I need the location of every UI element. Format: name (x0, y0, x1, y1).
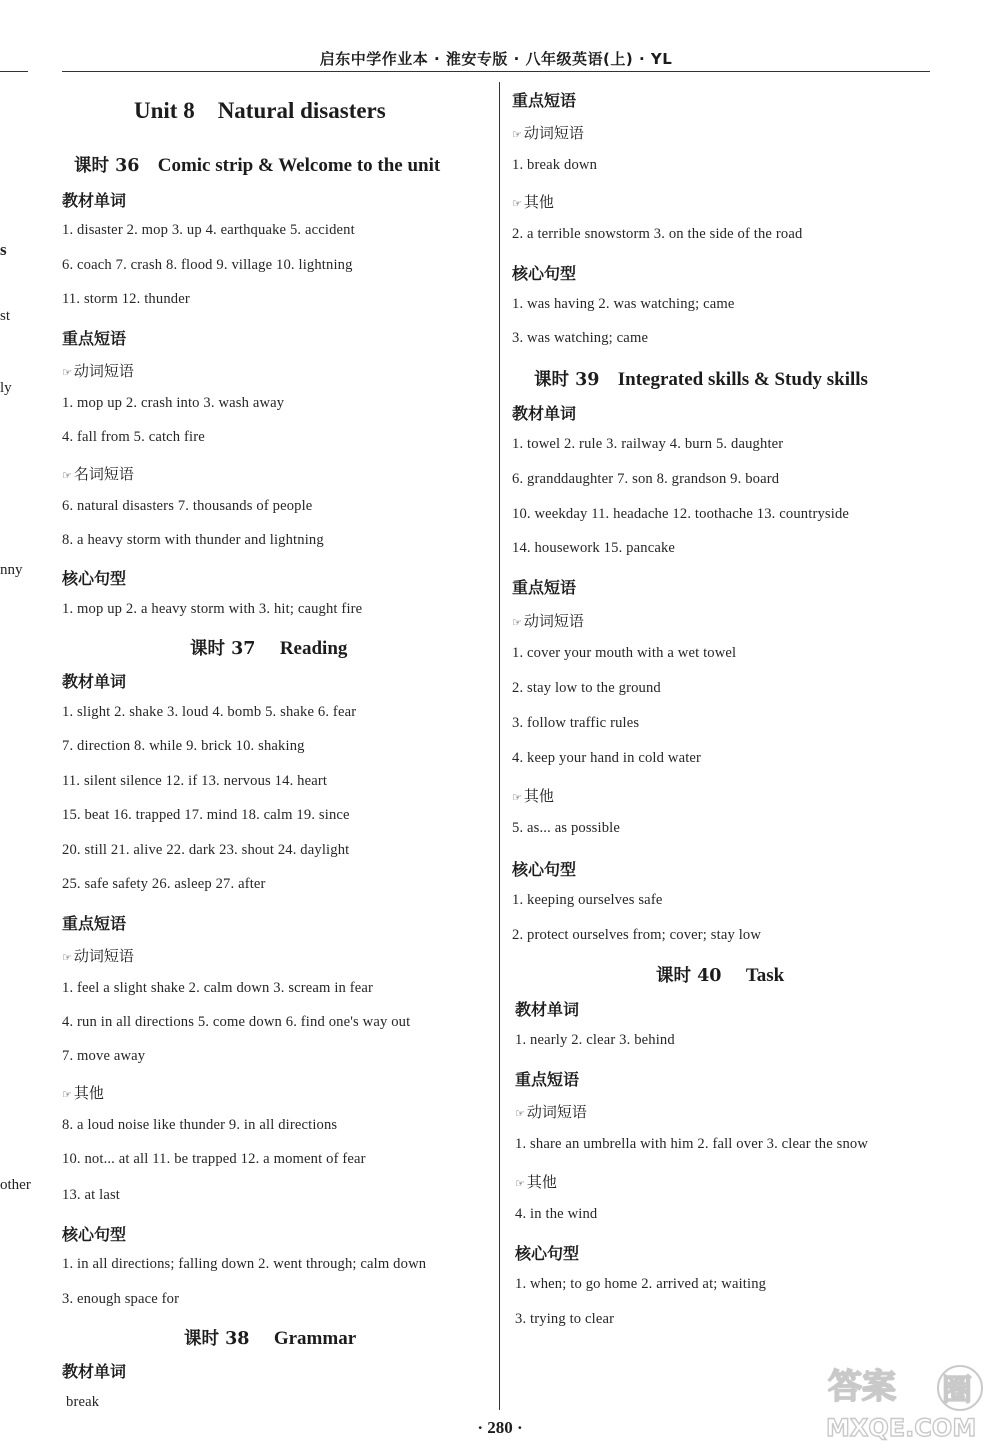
lesson-number: 课时 37 (190, 639, 256, 659)
section-phrases: 重点短语 (512, 91, 577, 110)
subsection-label: 其他 (73, 1084, 104, 1102)
section-sentences: 核心句型 (62, 569, 127, 588)
lesson-heading (190, 635, 347, 660)
answer-line: 1. when; to go home 2. arrived at; waiting (515, 1276, 767, 1292)
lesson-title: Comic strip & Welcome to the unit (157, 155, 441, 176)
answer-line: 25. safe safety 26. asleep 27. after (62, 876, 266, 892)
subsection-label: 动词短语 (526, 1103, 587, 1121)
answer-line: 4. run in all directions 5. come down 6. find one's way out (62, 1014, 411, 1030)
answer-line: 11. silent silence 12. if 13. nervous 14. heart (62, 773, 328, 789)
section-phrases: 重点短语 (62, 329, 127, 348)
prev-page-fragment: nny (0, 562, 23, 578)
answer-line: 1. disaster 2. mop 3. up 4. earthquake 5. accident (62, 222, 355, 238)
unit-title: Unit 8 Natural disasters (134, 98, 386, 123)
answer-line: 3. enough space for (62, 1291, 180, 1307)
answer-line: 4. fall from 5. catch fire (62, 429, 205, 445)
lesson-number: 课时 38 (184, 1329, 250, 1349)
subsection-label: 名词短语 (73, 465, 134, 483)
lesson-number: 课时 39 (534, 370, 600, 390)
subsection-other (512, 191, 554, 212)
answer-line: 14. housework 15. pancake (512, 540, 676, 556)
prev-page-fragment: ly (0, 380, 12, 396)
section-vocab: 教材单词 (62, 1362, 127, 1381)
answer-line: 1. nearly 2. clear 3. behind (515, 1032, 675, 1048)
subsection-label: 动词短语 (73, 362, 134, 380)
pointing-hand-icon: ☞ (512, 128, 522, 141)
answer-line: 1. mop up 2. crash into 3. wash away (62, 395, 285, 411)
answer-line: 6. coach 7. crash 8. flood 9. village 10. lightning (62, 257, 353, 273)
pointing-hand-icon: ☞ (515, 1107, 525, 1120)
section-sentences: 核心句型 (515, 1244, 580, 1263)
answer-line: 3. trying to clear (515, 1311, 615, 1327)
answer-line: 4. keep your hand in cold water (512, 750, 702, 766)
pointing-hand-icon: ☞ (62, 366, 72, 379)
subsection-noun (62, 463, 134, 484)
section-sentences: 核心句型 (62, 1225, 127, 1244)
section-vocab: 教材单词 (62, 672, 127, 691)
answer-line: 20. still 21. alive 22. dark 23. shout 24. daylight (62, 842, 350, 858)
section-vocab: 教材单词 (512, 404, 577, 423)
answer-line: 8. a heavy storm with thunder and lightning (62, 532, 324, 548)
pointing-hand-icon: ☞ (512, 616, 522, 629)
pointing-hand-icon: ☞ (512, 791, 522, 804)
answer-line: 5. as... as possible (512, 820, 620, 836)
answer-line: 6. natural disasters 7. thousands of people (62, 498, 313, 514)
answer-line: 11. storm 12. thunder (62, 291, 190, 307)
subsection-other (512, 785, 554, 806)
pointing-hand-icon: ☞ (512, 197, 522, 210)
lesson-heading (534, 366, 868, 391)
svg-text:答案: 答案 (828, 1367, 896, 1407)
answer-line: 10. weekday 11. headache 12. toothache 13. countryside (512, 506, 850, 522)
lesson-heading (184, 1325, 356, 1350)
pointing-hand-icon: ☞ (62, 951, 72, 964)
subsection-label: 其他 (526, 1173, 557, 1191)
answer-line: 13. at last (62, 1187, 120, 1203)
answer-line: 3. follow traffic rules (512, 715, 640, 731)
answer-line: 2. protect ourselves from; cover; stay low (512, 927, 762, 943)
answer-line: 7. move away (62, 1048, 146, 1064)
lesson-number: 课时 40 (656, 966, 722, 986)
subsection-other (62, 1082, 104, 1103)
answer-line: break (66, 1394, 100, 1410)
subsection-label: 动词短语 (523, 124, 584, 142)
lesson-title: Task (745, 965, 785, 986)
answer-line: 1. mop up 2. a heavy storm with 3. hit; caught fire (62, 601, 363, 617)
svg-text:圈: 圈 (942, 1373, 972, 1408)
section-phrases: 重点短语 (512, 578, 577, 597)
lesson-title: Reading (279, 638, 348, 659)
answer-line: 10. not... at all 11. be trapped 12. a moment of fear (62, 1151, 366, 1167)
answer-line: 3. was watching; came (512, 330, 649, 346)
answer-line: 8. a loud noise like thunder 9. in all directions (62, 1117, 338, 1133)
section-phrases: 重点短语 (62, 914, 127, 933)
pointing-hand-icon: ☞ (62, 1088, 72, 1101)
section-phrases: 重点短语 (515, 1070, 580, 1089)
header-rule (62, 71, 930, 72)
answer-line: 2. a terrible snowstorm 3. on the side of the road (512, 226, 803, 242)
lesson-heading (74, 152, 440, 177)
section-sentences: 核心句型 (512, 264, 577, 283)
running-header: 启东中学作业本 · 淮安专版 · 八年级英语(上) · YL (319, 50, 673, 68)
lesson-title: Integrated skills & Study skills (617, 369, 868, 390)
subsection-verb (512, 610, 584, 631)
column-divider (499, 82, 500, 1410)
answer-line: 7. direction 8. while 9. brick 10. shaking (62, 738, 305, 754)
subsection-label: 动词短语 (523, 612, 584, 630)
lesson-number: 课时 36 (74, 156, 140, 176)
answer-line: 15. beat 16. trapped 17. mind 18. calm 19. since (62, 807, 350, 823)
watermark-text: MXQE.COM (826, 1414, 977, 1442)
subsection-label: 其他 (523, 193, 554, 211)
watermark-logo-icon (822, 1362, 992, 1442)
lesson-heading (656, 962, 784, 987)
answer-line: 1. cover your mouth with a wet towel (512, 645, 737, 661)
answer-line: 1. break down (512, 157, 598, 173)
prev-page-rule (0, 71, 28, 72)
prev-page-fragment: other (0, 1177, 31, 1193)
answer-line: 1. share an umbrella with him 2. fall over 3. clear the snow (515, 1136, 869, 1152)
section-vocab: 教材单词 (515, 1000, 580, 1019)
site-watermark (822, 1362, 992, 1442)
answer-line: 1. in all directions; falling down 2. went through; calm down (62, 1256, 427, 1272)
answer-line: 1. was having 2. was watching; came (512, 296, 735, 312)
answer-line: 2. stay low to the ground (512, 680, 661, 696)
answer-line: 4. in the wind (515, 1206, 598, 1222)
page-number: · 280 · (477, 1418, 523, 1437)
answer-line: 1. towel 2. rule 3. railway 4. burn 5. daughter (512, 436, 784, 452)
subsection-verb (515, 1101, 587, 1122)
answer-line: 6. granddaughter 7. son 8. grandson 9. board (512, 471, 780, 487)
section-vocab: 教材单词 (62, 191, 127, 210)
lesson-title: Grammar (273, 1328, 357, 1349)
prev-page-fragment: s (0, 240, 7, 259)
answer-line: 1. keeping ourselves safe (512, 892, 663, 908)
section-sentences: 核心句型 (512, 860, 577, 879)
pointing-hand-icon: ☞ (62, 469, 72, 482)
prev-page-fragment: st (0, 308, 11, 324)
answer-line: 1. slight 2. shake 3. loud 4. bomb 5. shake 6. fear (62, 704, 357, 720)
subsection-label: 其他 (523, 787, 554, 805)
subsection-label: 动词短语 (73, 947, 134, 965)
answer-line: 1. feel a slight shake 2. calm down 3. scream in fear (62, 980, 374, 996)
subsection-other (515, 1171, 557, 1192)
subsection-verb (512, 122, 584, 143)
subsection-verb (62, 945, 134, 966)
subsection-verb (62, 360, 134, 381)
pointing-hand-icon: ☞ (515, 1177, 525, 1190)
